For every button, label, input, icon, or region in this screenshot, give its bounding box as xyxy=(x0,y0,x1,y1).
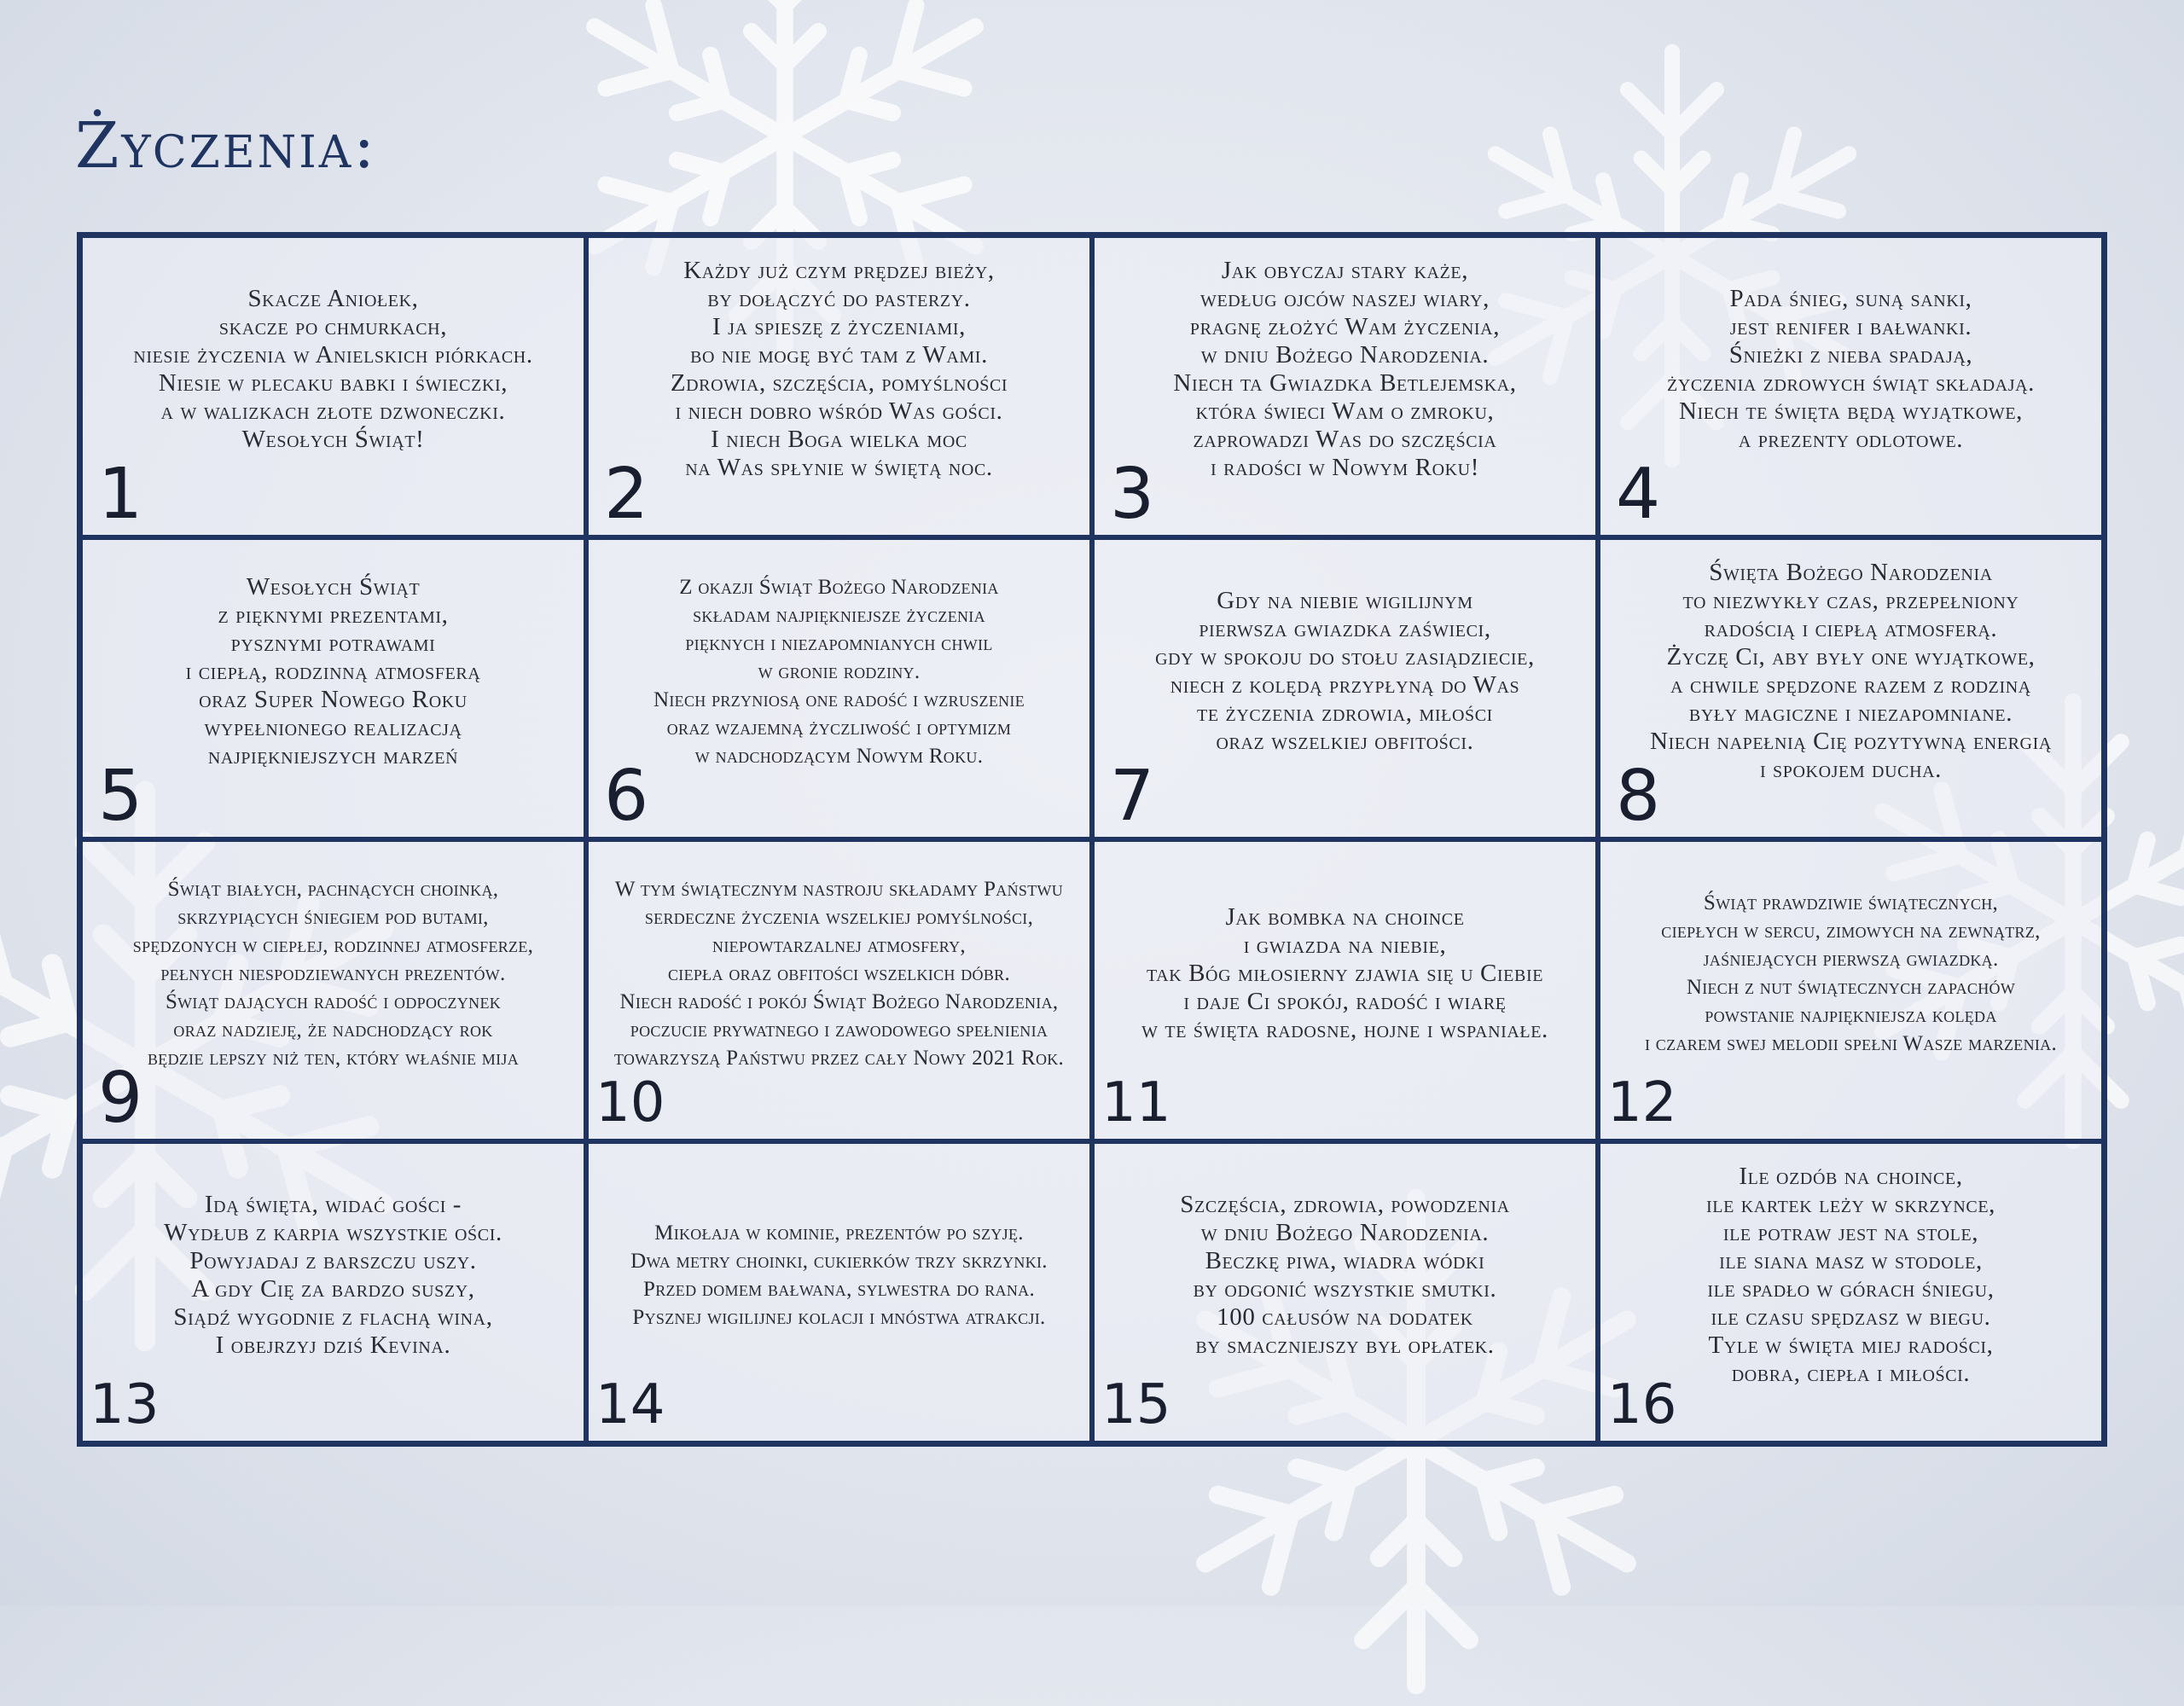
wish-text: Jak obyczaj stary każe, według ojców naszej wiary, pragnę złożyć Wam życzenia, w dniu Bożego Narodzenia. Niech ta Gwiazdka Betlejemska, która świeci Wam o zmroku, zaprowadzi Was do szczęścia i radości w Nowym Roku! xyxy=(1173,257,1517,481)
wish-card xyxy=(1092,537,1598,839)
wish-text: Święta Bożego Narodzenia to niezwykły czas, przepełniony radością i ciepłą atmosferą. Życzę Ci, aby były one wyjątkowe, a chwile spędzone razem z rodziną były magiczne i niezapomniane. Niech napełnią Cię pozytywną energią i spokojem ducha. xyxy=(1650,559,2052,783)
wish-number: 10 xyxy=(595,1071,665,1134)
wish-card xyxy=(586,839,1092,1141)
wish-number: 12 xyxy=(1607,1071,1677,1134)
wish-number: 2 xyxy=(604,454,649,535)
wishes-grid xyxy=(77,232,2107,1447)
wish-text: Skacze Aniołek, skacze po chmurkach, niesie życzenia w Anielskich piórkach. Niesie w plecaku babki i świeczki, a w walizkach złote dzwoneczki. Wesołych Świąt! xyxy=(133,285,533,453)
wish-text: Idą święta, widać gości - Wydłub z karpia wszystkie ości. Powyjadaj z barszczu uszy. A gdy Cię za bardzo suszy, Siądź wygodnie z flachą wina, I obejrzyj dziś Kevina. xyxy=(164,1191,502,1359)
wish-card xyxy=(586,537,1092,839)
wish-text: Ile ozdób na choince, ile kartek leży w skrzynce, ile potraw jest na stole, ile siana masz w stodole, ile spadło w górach śniegu, ile czasu spędzasz w biegu. Tyle w święta miej radości, dobra, ciepła i miłości. xyxy=(1706,1163,1995,1387)
wish-number: 7 xyxy=(1110,756,1155,837)
wish-text: Świąt białych, pachnących choinką, skrzypiących śniegiem pod butami, spędzonych w ciepłej, rodzinnej atmosferze, pełnych niespodziewanych prezentów. Świąt dających radość i odpoczynek oraz nadzieję, że nadchodzący rok będzie lepszy niż ten, który właśnie mija xyxy=(132,877,534,1070)
wish-number: 6 xyxy=(604,756,649,837)
wish-number: 8 xyxy=(1616,756,1661,837)
wish-number: 4 xyxy=(1616,454,1661,535)
wish-card xyxy=(586,235,1092,537)
wish-card xyxy=(586,1141,1092,1443)
wish-number: 13 xyxy=(90,1373,160,1436)
wish-number: 14 xyxy=(595,1373,665,1436)
wish-text: W tym świątecznym nastroju składamy Państwu serdeczne życzenia wszelkiej pomyślności, niepowtarzalnej atmosfery, ciepła oraz obfitości wszelkich dóbr. Niech radość i pokój Świąt Bożego Narodzenia, poczucie prywatnego i zawodowego spełnienia towarzyszą Państwu przez cały Nowy 2021 Rok. xyxy=(613,877,1065,1070)
wish-card xyxy=(80,537,586,839)
wish-number: 16 xyxy=(1607,1373,1677,1436)
wish-text: Szczęścia, zdrowia, powodzenia w dniu Bożego Narodzenia. Beczkę piwa, wiadra wódki by odgonić wszystkie smutki. 100 całusów na dodatek by smaczniejszy był opłatek. xyxy=(1180,1191,1510,1359)
wish-card xyxy=(1598,1141,2104,1443)
wish-text: Gdy na niebie wigilijnym pierwsza gwiazdka zaświeci, gdy w spokoju do stołu zasiądziecie, niech z kolędą przypłyną do Was te życzenia zdrowia, miłości oraz wszelkiej obfitości. xyxy=(1155,587,1535,755)
wish-card xyxy=(1598,537,2104,839)
wish-text: Świąt prawdziwie świątecznych, ciepłych w sercu, zimowych na zewnątrz, jaśniejących pierwszą gwiazdką. Niech z nut świątecznych zapachów powstanie najpiękniejsza kolęda i czarem swej melodii spełni Wasze marzenia. xyxy=(1644,891,2058,1055)
wish-number: 5 xyxy=(98,756,143,837)
wish-number: 9 xyxy=(98,1058,143,1139)
wish-text: Jak bombka na choince i gwiazda na niebie, tak Bóg miłosierny zjawia się u Ciebie i daje Ci spokój, radość i wiarę w te święta radosne, hojne i wspaniałe. xyxy=(1141,902,1548,1043)
wish-number: 1 xyxy=(98,454,143,535)
wish-number: 15 xyxy=(1101,1373,1171,1436)
page-title: Życzenia: xyxy=(75,109,378,183)
wish-text: Z okazji Świąt Bożego Narodzenia składam najpiękniejsze życzenia pięknych i niezapomnianych chwil w gronie rodziny. Niech przyniosą one radość i wzruszenie oraz wzajemną życzliwość i optymizm w nadchodzącym Nowym Roku. xyxy=(653,575,1025,768)
wish-number: 11 xyxy=(1101,1071,1171,1134)
wish-text: Każdy już czym prędzej bieży, by dołączyć do pasterzy. I ja spieszę z życzeniami, bo nie mogę być tam z Wami. Zdrowia, szczęścia, pomyślności i niech dobro wśród Was gości. I niech Boga wielka moc na Was spłynie w świętą noc. xyxy=(670,257,1008,481)
wish-card xyxy=(1092,839,1598,1141)
wish-card xyxy=(1598,235,2104,537)
wish-text: Mikołaja w kominie, prezentów po szyję. Dwa metry choinki, cukierków trzy skrzynki. Przed domem bałwana, sylwestra do rana. Pysznej wigilijnej kolacji i mnóstwa atrakcji. xyxy=(630,1221,1048,1329)
wish-card xyxy=(80,235,586,537)
wish-card xyxy=(80,839,586,1141)
wish-text: Pada śnieg, suną sanki, jest renifer i bałwanki. Śnieżki z nieba spadają, życzenia zdrowych świąt składają. Niech te święta będą wyjątkowe, a prezenty odlotowe. xyxy=(1667,285,2035,453)
wish-card xyxy=(80,1141,586,1443)
wish-card xyxy=(1598,839,2104,1141)
wish-number: 3 xyxy=(1110,454,1155,535)
wish-card xyxy=(1092,1141,1598,1443)
wish-text: Wesołych Świąt z pięknymi prezentami, pysznymi potrawami i ciepłą, rodzinną atmosferą oraz Super Nowego Roku wypełnionego realizacją najpiękniejszych marzeń xyxy=(185,572,481,769)
wish-card xyxy=(1092,235,1598,537)
